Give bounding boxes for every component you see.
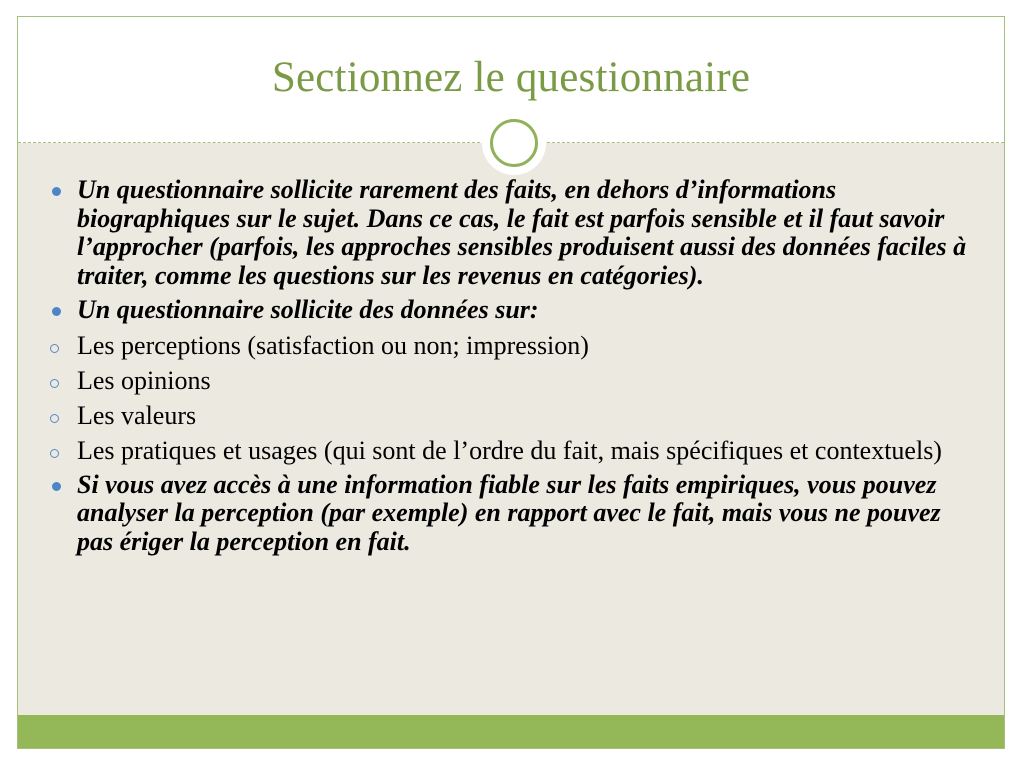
bullet-hollow-icon: [50, 344, 59, 353]
bullet-text: Si vous avez accès à une information fiable sur les faits empiriques, vous pouvez analyser la perception (par exemple) en rapport avec le fait, mais vous ne pouvez pas ériger la perception en fait.: [77, 469, 941, 556]
bullet-filled-icon: [52, 482, 61, 491]
sub-bullet-text: Les valeurs: [77, 400, 197, 430]
bullet-text: Un questionnaire sollicite rarement des faits, en dehors d’informations biographiques sur le sujet. Dans ce cas, le fait est parfois sensible et il faut savoir l’approcher (parfois, les approches sensibles produisent aussi des données faciles à traiter, comme les questions sur les revenus en catégories).: [77, 175, 967, 290]
bullet-item: [48, 176, 978, 290]
bullet-item: [48, 296, 978, 325]
circle-ornament-icon: [482, 111, 546, 175]
bullet-filled-icon: [52, 187, 61, 196]
slide-title: Sectionnez le questionnaire: [271, 54, 751, 101]
sub-bullet-text: Les perceptions (satisfaction ou non; impression): [77, 330, 589, 360]
sub-bullet-item: [48, 366, 978, 395]
slide: [17, 16, 1005, 749]
sub-bullet-item: [48, 436, 978, 465]
footer-bar: [18, 715, 1004, 748]
bullet-filled-icon: [52, 307, 61, 316]
ornament-ring: [490, 119, 538, 167]
bullet-text: Un questionnaire sollicite des données sur:: [77, 295, 539, 324]
sub-bullet-item: [48, 401, 978, 430]
sub-bullet-text: Les opinions: [77, 365, 211, 395]
bullet-hollow-icon: [50, 379, 59, 388]
sub-bullet-text: Les pratiques et usages (qui sont de l’ordre du fait, mais spécifiques et contextuels): [77, 435, 942, 465]
bullet-item: [48, 471, 978, 557]
sub-bullet-item: [48, 331, 978, 360]
bullet-list: [48, 176, 978, 562]
bullet-hollow-icon: [50, 414, 59, 423]
bullet-hollow-icon: [50, 449, 59, 458]
